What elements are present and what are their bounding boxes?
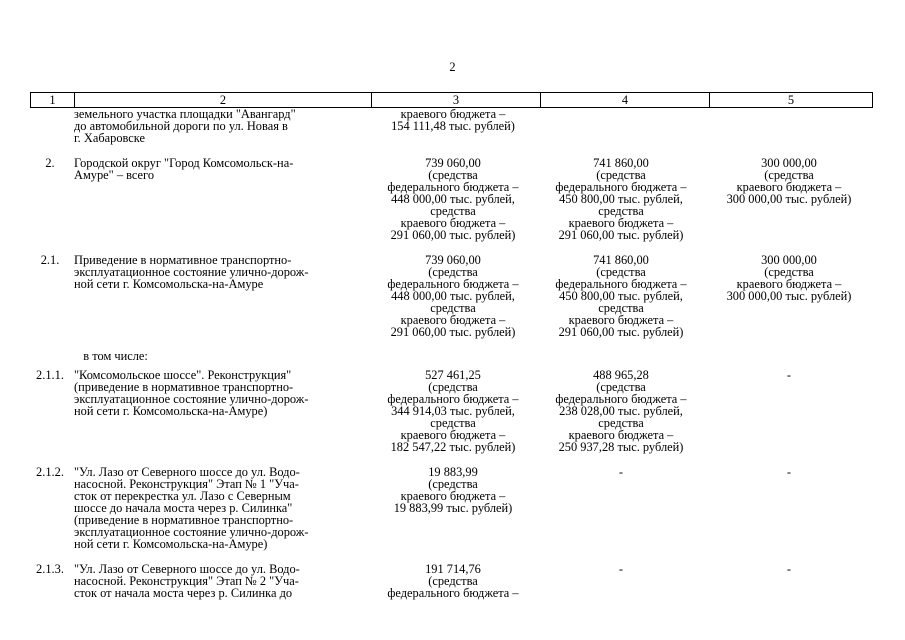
row-number: 2.1.2. — [36, 465, 64, 479]
row-col-3: 191 714,76 (средства федерального бюджета – — [387, 562, 519, 600]
row-name: Городской округ "Город Комсомольск-на- Амуре" – всего — [74, 156, 294, 182]
row-name: "Ул. Лазо от Северного шоссе до ул. Водо- насосной. Реконструкция" Этап № 2 "Уча- сток от начала моста через р. Силинка до — [74, 562, 300, 600]
row-name: земельного участка площадки "Авангард" до автомобильной дороги по ул. Новая в г. Хабаровске — [74, 107, 296, 145]
page-number: 2 — [449, 60, 456, 74]
row-col-3: 739 060,00 (средства федерального бюджета – 448 000,00 тыс. рублей, средства краевого бюджета – 291 060,00 тыс. рублей) — [387, 253, 519, 339]
row-number: 2.1.1. — [36, 368, 64, 382]
row-col-3: краевого бюджета – 154 111,48 тыс. рублей) — [391, 107, 515, 133]
row-col-4: 741 860,00 (средства федерального бюджета – 450 800,00 тыс. рублей, средства краевого бюджета – 291 060,00 тыс. рублей) — [555, 156, 687, 242]
row-col-3: 19 883,99 (средства краевого бюджета – 19 883,99 тыс. рублей) — [393, 465, 513, 515]
row-col-4: 741 860,00 (средства федерального бюджета – 450 800,00 тыс. рублей, средства краевого бюджета – 291 060,00 тыс. рублей) — [555, 253, 687, 339]
row-number: 2. — [45, 156, 55, 170]
header-col-1: 1 — [49, 93, 56, 107]
table-header-row — [30, 92, 873, 108]
header-col-2: 2 — [74, 93, 371, 107]
header-col-4: 4 — [540, 93, 709, 107]
row-col-3: 527 461,25 (средства федерального бюджета – 344 914,03 тыс. рублей, средства краевого бюджета – 182 547,22 тыс. рублей) — [387, 368, 519, 454]
row-number: 2.1. — [40, 253, 60, 267]
row-col-4: - — [618, 465, 624, 479]
row-number: 2.1.3. — [36, 562, 64, 576]
row-col-5: 300 000,00 (средства краевого бюджета – 300 000,00 тыс. рублей) — [726, 156, 852, 206]
row-col-4: 488 965,28 (средства федерального бюджета – 238 028,00 тыс. рублей, средства краевого бюджета – 250 937,28 тыс. рублей) — [555, 368, 687, 454]
row-name: "Комсомольское шоссе". Реконструкция" (приведение в нормативное транспортно- эксплуатационное состояние улично-дорож- ной сети г. Комсомольска-на-Амуре) — [74, 368, 309, 418]
row-name: в том числе: — [74, 349, 148, 363]
row-col-5: - — [786, 368, 792, 382]
row-name: "Ул. Лазо от Северного шоссе до ул. Водо- насосной. Реконструкция" Этап № 1 "Уча- сток от перекрестка ул. Лазо с Северным шоссе до начала моста через р. Силинка" (приведение в нормативное транспортно- эксплуатационное состояние улично-дорож- ной сети г. Комсомольска-на-Амуре) — [74, 465, 309, 551]
header-col-5: 5 — [709, 93, 872, 107]
row-col-4: - — [618, 562, 624, 576]
row-col-5: - — [786, 465, 792, 479]
header-col-3: 3 — [371, 93, 540, 107]
row-col-5: - — [786, 562, 792, 576]
row-name: Приведение в нормативное транспортно- эксплуатационное состояние улично-дорож- ной сети г. Комсомольска-на-Амуре — [74, 253, 309, 291]
row-col-5: 300 000,00 (средства краевого бюджета – 300 000,00 тыс. рублей) — [726, 253, 852, 303]
row-col-3: 739 060,00 (средства федерального бюджета – 448 000,00 тыс. рублей, средства краевого бюджета – 291 060,00 тыс. рублей) — [387, 156, 519, 242]
